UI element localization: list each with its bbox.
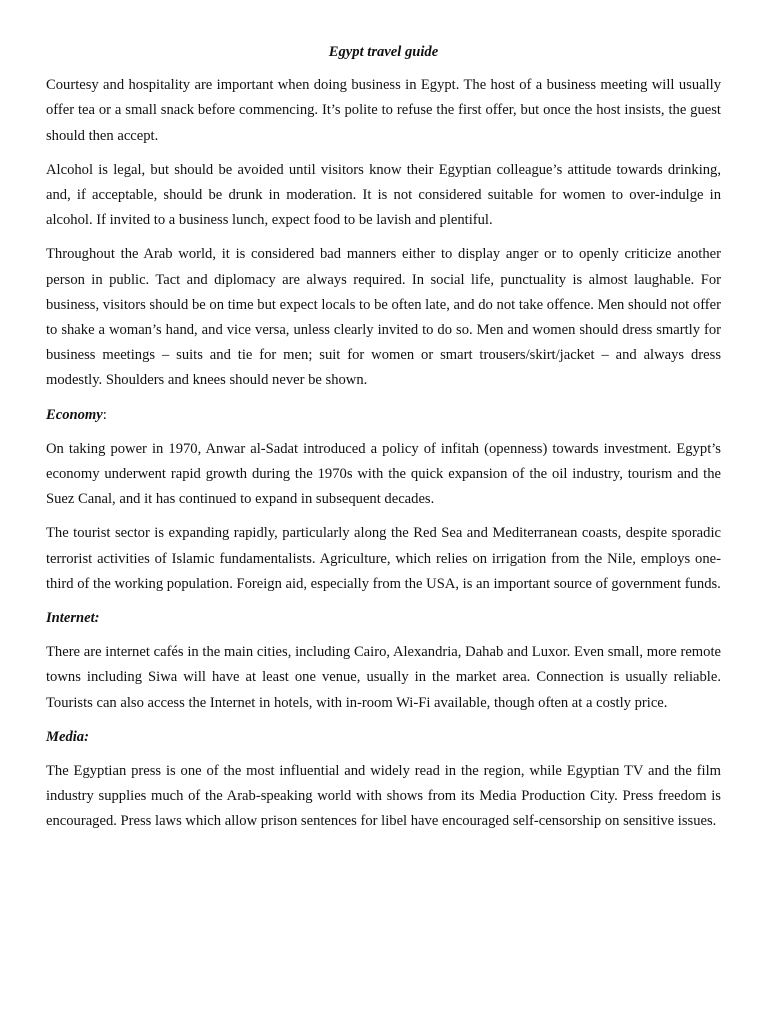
internet-heading: Internet: [46,610,100,627]
media-paragraph: The Egyptian press is one of the most influential and widely read in the region, while Egyptian TV and the film industry supplies much of the Arab-speaking world with shows from its Media Production City. Press freedom is encouraged. Press laws which allow prison sentences for libel have encouraged self-censorship on sensitive issues. [46,763,721,830]
economy-paragraph-tourism: The tourist sector is expanding rapidly, particularly along the Red Sea and Mediterranean coasts, despite sporadic terrorist activities of Islamic fundamentalists. Agriculture, which relies on irrigation from the Nile, employs one-third of the working population. Foreign aid, especially from the USA, is an important source of government funds. [46,525,721,592]
intro-paragraph-manners: Throughout the Arab world, it is considered bad manners either to display anger or to openly criticize another person in public. Tact and diplomacy are always required. In social life, punctuality is almost laughable. For business, visitors should be on time but expect locals to be often late, and do not take offence. Men should not offer to shake a woman’s hand, and vice versa, unless clearly invited to do so. Men and women should dress smartly for business meetings – suits and tie for men; suit for women or smart trousers/skirt/jacket – and always dress modestly. Shoulders and knees should never be shown. [46,246,721,389]
economy-heading-colon: : [102,406,107,423]
intro-paragraph-business-courtesy: Courtesy and hospitality are important when doing business in Egypt. The host of a business meeting will usually offer tea or a small snack before commencing. It’s polite to refuse the first offer, but once the host insists, the guest should then accept. [46,77,721,144]
intro-paragraph-alcohol: Alcohol is legal, but should be avoided until visitors know their Egyptian colleague’s attitude towards drinking, and, if acceptable, should be drunk in moderation. It is not considered suitable for women to over-indulge in alcohol. If invited to a business lunch, expect food to be lavish and plentiful. [46,161,721,229]
economy-paragraph-growth: On taking power in 1970, Anwar al-Sadat introduced a policy of infitah (openness) towards investment. Egypt’s economy underwent rapid growth during the 1970s with the quick expansion of the oil industry, tourism and the Suez Canal, and it has continued to expand in subsequent decades. [46,440,721,508]
economy-heading [46,403,721,428]
internet-paragraph: There are internet cafés in the main cities, including Cairo, Alexandria, Dahab and Luxor. Even small, more remote towns including Siwa will have at least one venue, usually in the market area. Connection is usually reliable. Tourists can also access the Internet in hotels, with in-room Wi-Fi available, though often at a costly price. [46,644,721,711]
document-page [46,40,721,844]
document-title: Egypt travel guide [328,44,439,60]
economy-heading-text: Economy [46,406,103,423]
media-heading: Media: [46,728,89,745]
